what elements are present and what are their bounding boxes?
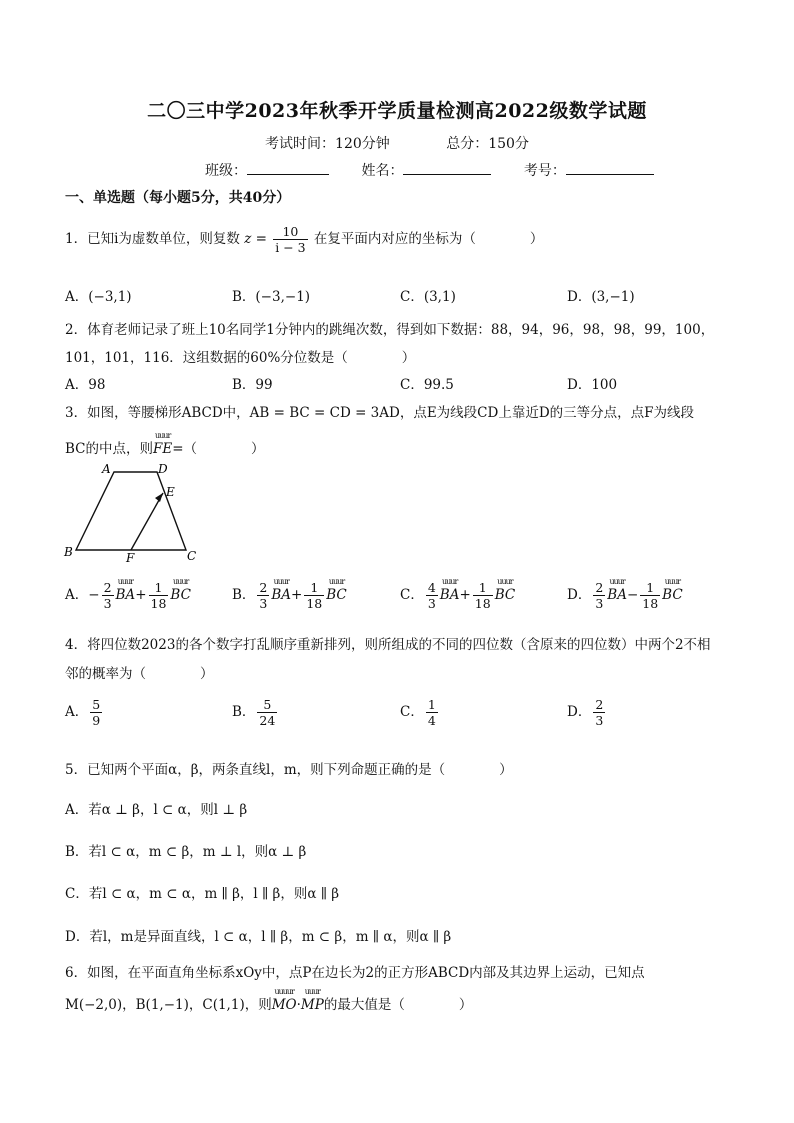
q5-stem: 5．已知两个平面α，β，两条直线l，m，则下列命题正确的是（ ） — [65, 762, 513, 778]
option-label: C． — [400, 704, 424, 720]
q2-option-c[interactable]: C．99.5 — [400, 377, 454, 393]
q3-post: =（ ） — [172, 441, 265, 457]
numerator: 5 — [263, 697, 272, 712]
q2-option-a[interactable]: A．98 — [65, 377, 106, 393]
vector-text: BC — [326, 587, 347, 603]
vector-text: BA — [607, 587, 627, 603]
vector-mp: uuur MP — [300, 987, 324, 1013]
q4-option-c[interactable] — [400, 697, 440, 728]
q5-option-d[interactable]: D．若l，m是异面直线，l ⊂ α，l ∥ β，m ⊂ β，m ∥ α，则α ∥ β — [65, 929, 452, 945]
q2-option-b[interactable]: B．99 — [232, 377, 273, 393]
exam-meta — [0, 133, 794, 153]
option-label: B． — [232, 587, 256, 603]
q6-post: 的最大值是（ ） — [323, 997, 473, 1013]
numerator: 5 — [92, 697, 101, 712]
exam-time: 考试时间：120分钟 — [265, 136, 390, 152]
q1-stem — [65, 224, 543, 255]
fraction — [149, 580, 169, 611]
vector-ba: uuur BA — [271, 577, 292, 603]
q4-option-d[interactable] — [567, 697, 607, 728]
q6-line2 — [65, 987, 473, 1013]
q1-option-b[interactable]: B．(−3,−1) — [232, 289, 311, 305]
label-d: D — [158, 462, 168, 476]
option-label: A． — [65, 704, 89, 720]
fraction — [426, 580, 438, 611]
label-f: F — [126, 551, 135, 562]
denominator: 3 — [595, 713, 604, 728]
total-score: 总分：150分 — [446, 136, 529, 152]
denominator: 4 — [427, 713, 436, 728]
vector-ba: uuur BA — [439, 577, 460, 603]
denominator: 18 — [642, 596, 659, 611]
numerator: 2 — [103, 580, 112, 595]
fraction — [426, 697, 438, 728]
number-label: 考号： — [523, 163, 566, 179]
exam-title: 二〇三中学2023年秋季开学质量检测高2022级数学试题 — [147, 100, 647, 122]
vector-text: BC — [662, 587, 683, 603]
sign: − — [88, 587, 100, 603]
vector-text: BA — [439, 587, 460, 603]
q1-fraction — [273, 224, 307, 255]
vector-bc: uuur BC — [494, 577, 516, 603]
numerator: 2 — [259, 580, 268, 595]
vector-mp-text: MP — [300, 997, 324, 1013]
vector-text: BC — [170, 587, 191, 603]
operator: + — [135, 587, 147, 603]
option-label: D． — [567, 587, 592, 603]
numerator: 2 — [595, 697, 604, 712]
numerator: 1 — [427, 697, 436, 712]
operator: − — [626, 587, 639, 603]
q4-line2: 邻的概率为（ ） — [65, 666, 214, 682]
q3-option-a[interactable] — [65, 577, 191, 611]
q6-line1: 6．如图，在平面直角坐标系xOy中，点P在边长为2的正方形ABCD内部及其边界上运动，已知点 — [65, 965, 645, 981]
denominator: 3 — [595, 596, 604, 611]
numerator: 1 — [646, 580, 655, 595]
vector-fe-text: FE — [153, 441, 173, 457]
q3-option-c[interactable] — [400, 577, 516, 611]
dot-operator: · — [296, 997, 301, 1013]
vector-bc: uuur BC — [326, 577, 347, 603]
q3-pre: BC的中点，则 — [65, 441, 154, 457]
fraction — [257, 697, 277, 728]
q3-option-b[interactable] — [232, 577, 347, 611]
class-label: 班级： — [205, 163, 247, 179]
denominator: 3 — [259, 596, 268, 611]
fraction — [257, 580, 269, 611]
number-blank[interactable] — [566, 160, 654, 175]
label-a: A — [102, 462, 111, 476]
section-heading: 一、单选题（每小题5分，共40分） — [65, 190, 291, 206]
q5-option-c[interactable]: C．若l ⊂ α，m ⊂ α，m ∥ β，l ∥ β，则α ∥ β — [65, 886, 340, 902]
option-label: B． — [232, 704, 256, 720]
q3-option-d[interactable] — [567, 577, 683, 611]
numerator: 1 — [310, 580, 319, 595]
q4-option-a[interactable] — [65, 697, 104, 728]
vector-text: BA — [115, 587, 136, 603]
numerator: 2 — [595, 580, 604, 595]
denominator: 18 — [306, 596, 323, 611]
numerator: 1 — [478, 580, 487, 595]
q2-line1: 2．体育老师记录了班上10名同学1分钟内的跳绳次数，得到如下数据：88，94，96，98，98，99，100， — [65, 322, 715, 338]
vector-fe: uuur FE — [153, 431, 173, 457]
label-e: E — [166, 485, 175, 499]
q1-option-c[interactable]: C．(3,1) — [400, 289, 456, 305]
denominator: 3 — [427, 596, 436, 611]
vector-ba: uuur BA — [115, 577, 136, 603]
q1-post: 在复平面内对应的坐标为（ ） — [313, 231, 544, 247]
trapezoid-figure — [62, 462, 202, 562]
q1-z: z = — [244, 231, 267, 247]
denominator: 3 — [103, 596, 112, 611]
student-fields — [205, 160, 682, 180]
label-b: B — [64, 545, 73, 559]
q6-pre: M(−2,0)，B(1,−1)，C(1,1)，则 — [65, 997, 272, 1013]
vector-bc: uuur BC — [170, 577, 191, 603]
denominator: 9 — [92, 713, 101, 728]
q1-num: 10 — [282, 224, 299, 239]
q5-option-b[interactable]: B．若l ⊂ α，m ⊂ β，m ⊥ l，则α ⊥ β — [65, 844, 307, 860]
operator: + — [459, 587, 471, 603]
fraction — [90, 697, 102, 728]
name-blank[interactable] — [403, 160, 491, 175]
fraction — [593, 580, 605, 611]
q3-line1: 3．如图，等腰梯形ABCD中，AB = BC = CD = 3AD，点E为线段CD上靠近D的三等分点，点F为线段 — [65, 405, 695, 421]
option-label: D． — [567, 704, 592, 720]
fraction — [640, 580, 660, 611]
denominator: 18 — [474, 596, 491, 611]
fraction — [473, 580, 493, 611]
q1-pre: 1．已知i为虚数单位，则复数 — [65, 231, 240, 247]
q5-option-a[interactable]: A．若α ⊥ β，l ⊂ α，则l ⊥ β — [65, 802, 248, 818]
denominator: 18 — [150, 596, 167, 611]
class-blank[interactable] — [247, 160, 329, 175]
q1-den: i − 3 — [275, 240, 306, 255]
option-label: C． — [400, 587, 424, 603]
q2-option-d[interactable]: D．100 — [567, 377, 618, 393]
option-label: A． — [65, 587, 89, 603]
q3-line2 — [65, 431, 265, 457]
q4-line1: 4．将四位数2023的各个数字打乱顺序重新排列，则所组成的不同的四位数（含原来的四位数）中两个2不相 — [65, 637, 711, 653]
denominator: 24 — [259, 713, 276, 728]
name-label: 姓名： — [361, 163, 404, 179]
vector-bc: uuur BC — [662, 577, 683, 603]
q4-option-b[interactable] — [232, 697, 279, 728]
vector-ba: uuur BA — [607, 577, 627, 603]
numerator: 4 — [427, 580, 436, 595]
numerator: 1 — [154, 580, 163, 595]
operator: + — [291, 587, 303, 603]
q1-option-a[interactable]: A．(−3,1) — [65, 289, 132, 305]
fraction — [593, 697, 605, 728]
label-c: C — [187, 549, 197, 562]
fraction — [102, 580, 114, 611]
q1-option-d[interactable]: D．(3,−1) — [567, 289, 635, 305]
vector-text: BA — [271, 587, 292, 603]
vector-mo-text: MO — [271, 997, 297, 1013]
vector-text: BC — [494, 587, 516, 603]
fraction — [304, 580, 324, 611]
vector-mo: uuuur MO — [271, 987, 297, 1013]
q2-line2: 101，101，116．这组数据的60%分位数是（ ） — [65, 350, 416, 366]
